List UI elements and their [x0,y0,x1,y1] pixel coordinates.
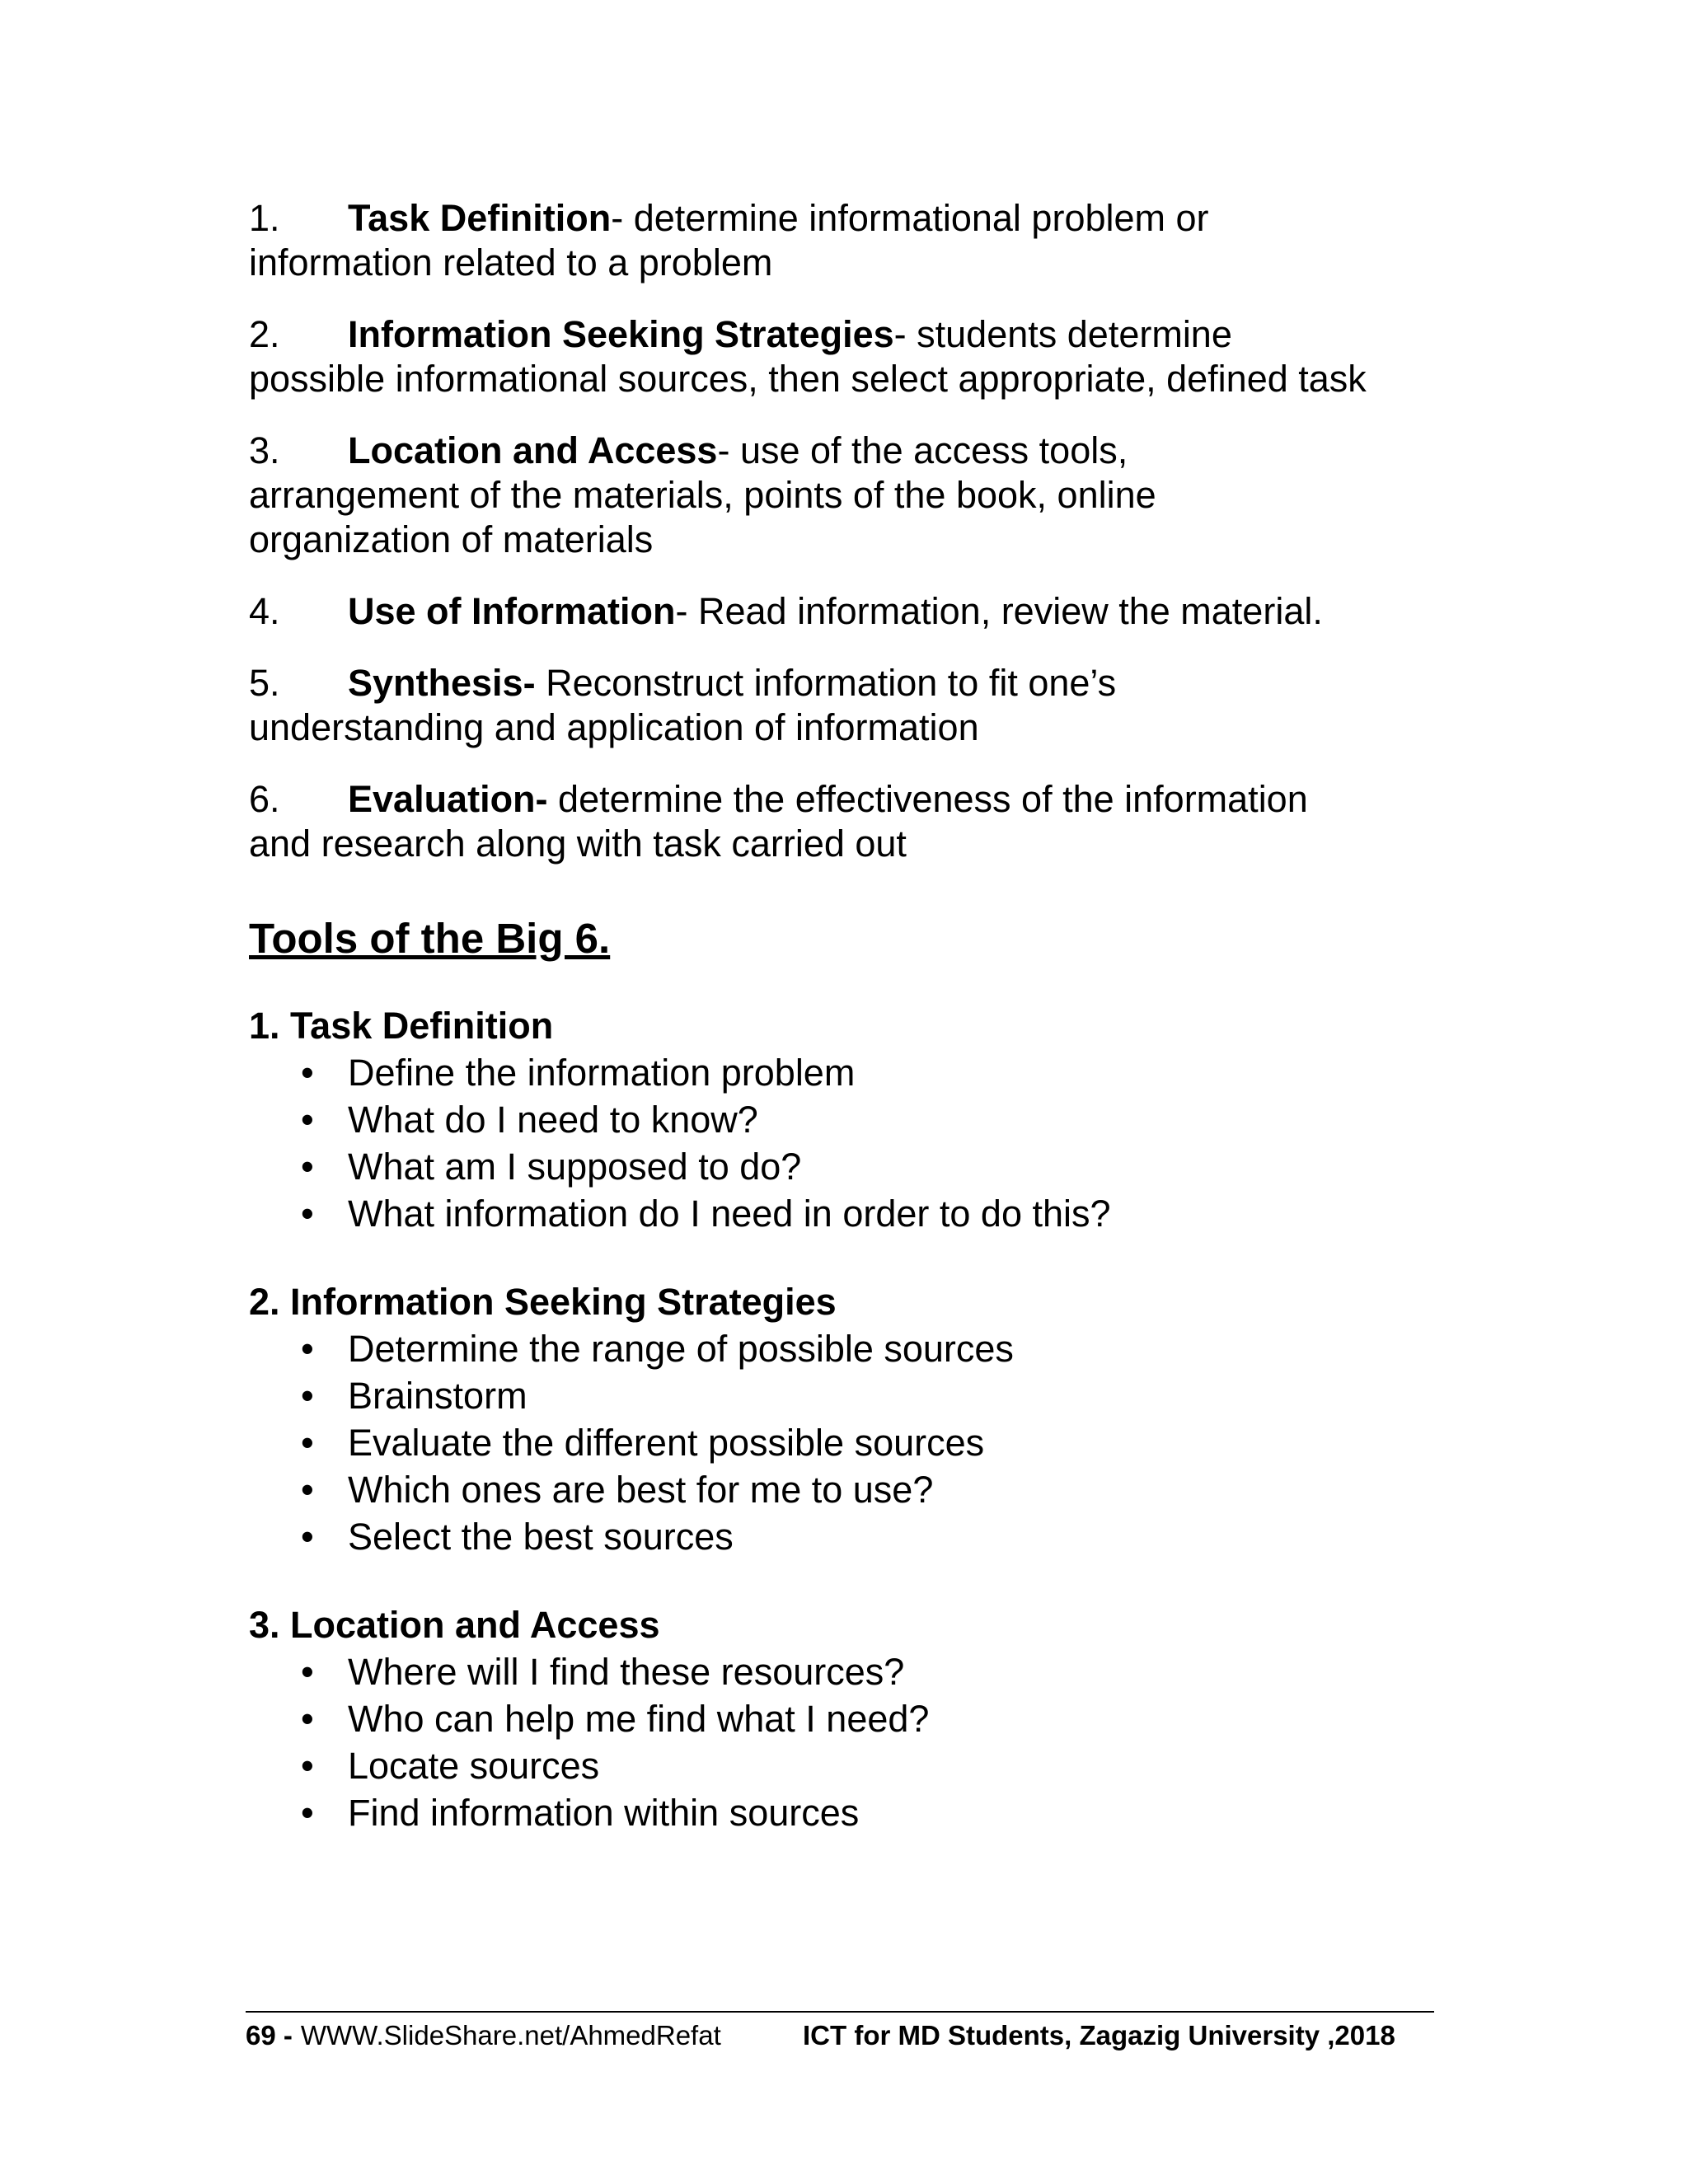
step-description: determine the effectiveness of the information and research along with task carried out [249,778,1308,865]
step-description: - Read information, review the material. [675,590,1323,632]
page-content [249,196,1419,1836]
bullet-icon: • [301,1375,314,1417]
step-number: 2. [249,313,280,355]
step-number: 1. [249,197,280,239]
list-item-text: Evaluate the different possible sources [348,1422,985,1464]
list-item-text: Who can help me find what I need? [348,1698,930,1740]
bullet-icon: • [301,1745,314,1787]
footer-site-link[interactable]: WWW.SlideShare.net/AhmedRefat [300,2020,721,2050]
bullet-icon: • [301,1469,314,1511]
bullet-icon: • [301,1052,314,1094]
list-item [301,1143,1419,1190]
page-number: 69 - [246,2020,293,2050]
tool-list [249,1049,1419,1237]
step-term: Evaluation- [348,778,548,820]
step-item [249,661,1189,750]
list-item [301,1513,1419,1560]
step-term: Synthesis- [348,662,536,704]
list-item-text: Which ones are best for me to use? [348,1469,934,1511]
list-item [301,1789,1419,1836]
step-description: - students determine possible informational sources, then select appropriate, defined task [249,313,1367,400]
list-item [301,1190,1419,1237]
bullet-icon: • [301,1792,314,1834]
list-item [301,1372,1419,1419]
list-item [301,1648,1419,1695]
list-item-text: Select the best sources [348,1516,734,1558]
bullet-icon: • [301,1099,314,1141]
list-item [301,1325,1419,1372]
tools-heading: Tools of the Big 6. [249,915,611,962]
step-number: 5. [249,662,280,704]
step-term: Location and Access [348,429,718,471]
step-item [249,777,1370,866]
bullet-icon: • [301,1698,314,1740]
bullet-icon: • [301,1146,314,1188]
step-number: 3. [249,429,280,471]
step-item [249,312,1370,401]
tool-list [249,1648,1419,1836]
tool-group [249,1278,1419,1560]
step-term: Information Seeking Strategies [348,313,894,355]
tool-list [249,1325,1419,1560]
list-item-text: Determine the range of possible sources [348,1328,1014,1370]
list-item-text: Define the information problem [348,1052,856,1094]
page-footer [246,2011,1434,2052]
list-item-text: Find information within sources [348,1792,860,1834]
list-item [301,1419,1419,1466]
footer-course-title: ICT for MD Students, Zagazig University ,2018 [803,2020,1395,2050]
list-item [301,1096,1419,1143]
list-item-text: Where will I find these resources? [348,1651,905,1693]
bullet-icon: • [301,1422,314,1464]
list-item-text: Brainstorm [348,1375,528,1417]
tool-group-title: 2. Information Seeking Strategies [249,1281,837,1323]
step-description: Reconstruct information to fit one’s understanding and application of information [249,662,1117,748]
list-item [301,1466,1419,1513]
bullet-icon: • [301,1651,314,1693]
step-description: - determine informational problem or information related to a problem [249,197,1209,284]
bullet-icon: • [301,1193,314,1235]
step-description: - use of the access tools, arrangement of the materials, points of the book, online organization of materials [249,429,1156,560]
tool-group [249,1601,1419,1836]
tool-group-title: 3. Location and Access [249,1604,660,1646]
list-item-text: What am I supposed to do? [348,1146,802,1188]
list-item [301,1695,1419,1742]
list-item-text: Locate sources [348,1745,600,1787]
tool-group-title: 1. Task Definition [249,1005,554,1047]
step-number: 4. [249,590,280,632]
list-item-text: What information do I need in order to do this? [348,1193,1111,1235]
step-term: Use of Information [348,590,676,632]
step-item [249,196,1320,285]
list-item [301,1049,1419,1096]
bullet-icon: • [301,1328,314,1370]
step-item [249,589,1419,634]
tool-group [249,1002,1419,1237]
step-number: 6. [249,778,280,820]
list-item-text: What do I need to know? [348,1099,758,1141]
list-item [301,1742,1419,1789]
bullet-icon: • [301,1516,314,1558]
step-term: Task Definition [348,197,612,239]
step-item [249,429,1254,562]
